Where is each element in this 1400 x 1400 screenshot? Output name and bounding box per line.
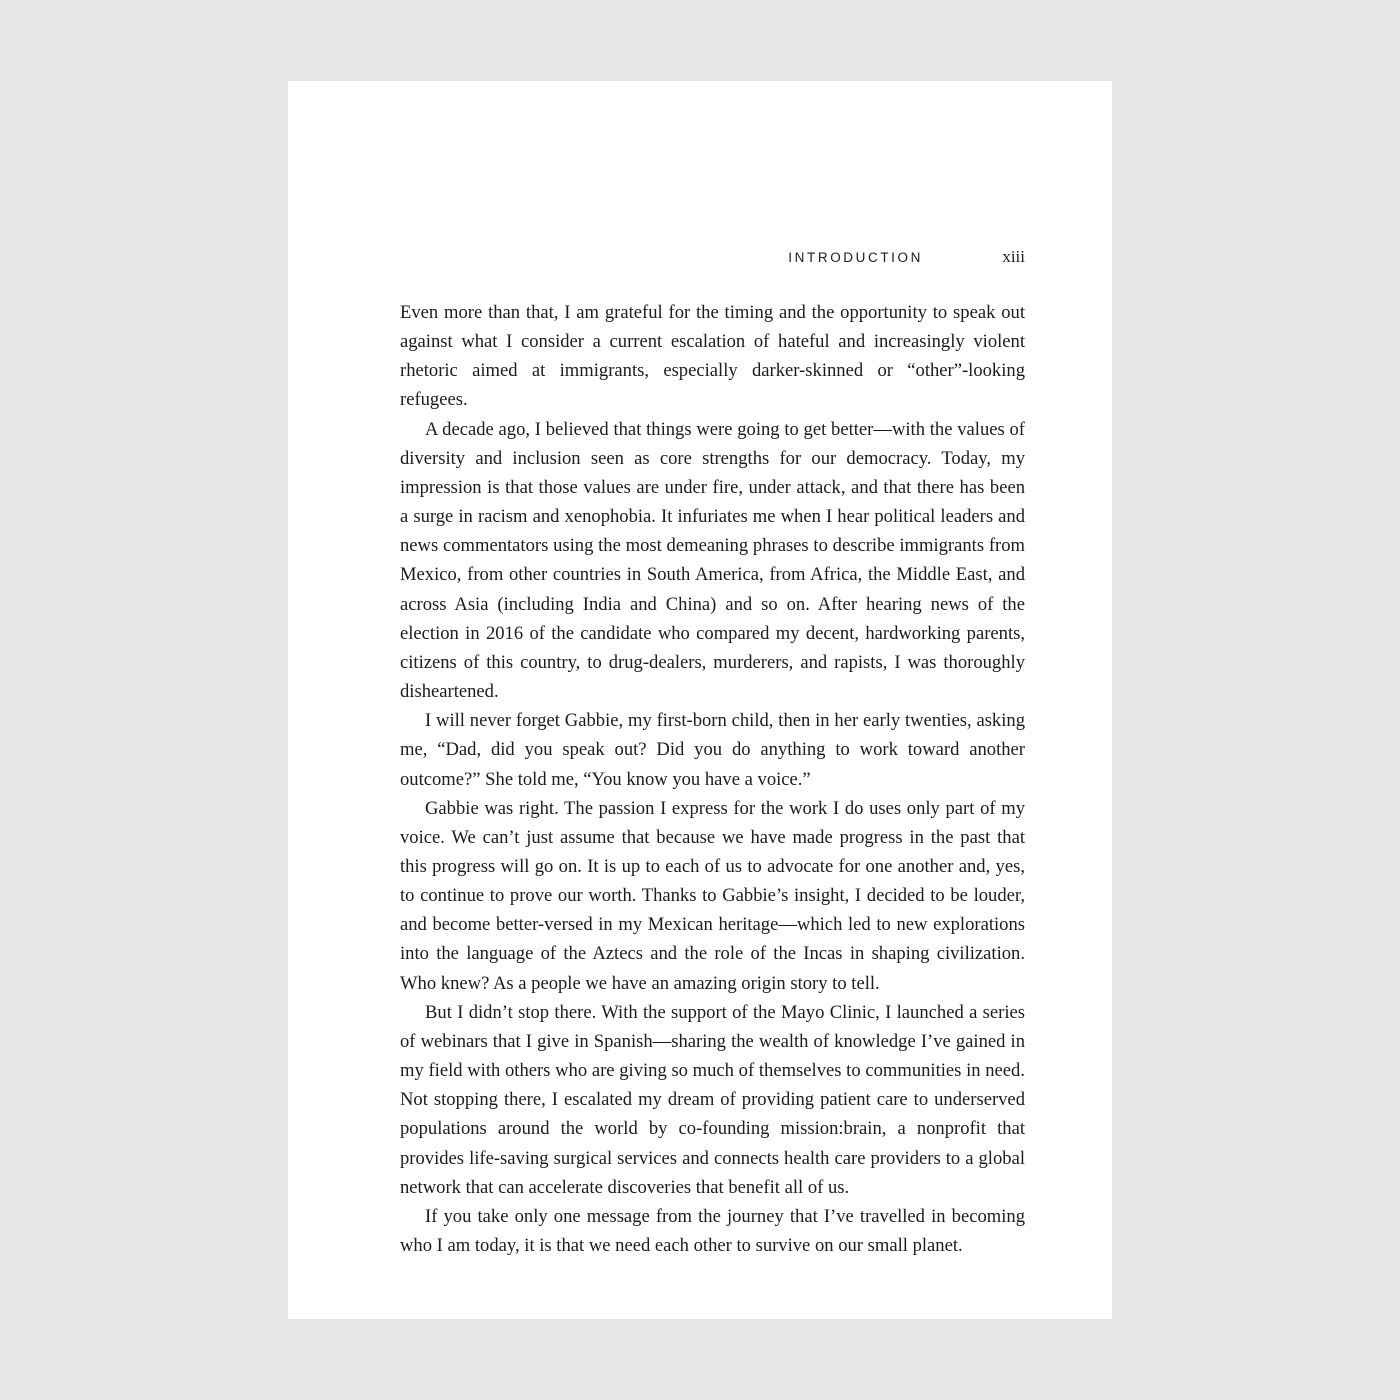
running-title: INTRODUCTION [788,250,923,265]
body-text [400,298,1025,1260]
paragraph: Even more than that, I am grateful for the timing and the opportunity to speak out against what I consider a current escalation of hateful and increasingly violent rhetoric aimed at immigrants, especially darker-skinned or “other”-looking refugees. [400,302,1025,411]
book-page [288,81,1112,1319]
paragraph: If you take only one message from the journey that I’ve travelled in becoming who I am today, it is that we need each other to survive on our small planet. [400,1205,1025,1256]
paragraph: A decade ago, I believed that things were going to get better—with the values of diversity and inclusion seen as core strengths for our democracy. Today, my impression is that those values are under fire, under attack, and that there has been a surge in racism and xenophobia. It infuriates me when I hear political leaders and news commentators using the most demeaning phrases to describe immigrants from Mexico, from other countries in South America, from Africa, the Middle East, and across Asia (including India and China) and so on. After hearing news of the election in 2016 of the candidate who compared my decent, hardworking parents, citizens of this country, to drug-dealers, murderers, and rapists, I was thoroughly disheartened. [400,418,1025,703]
paragraph: I will never forget Gabbie, my first-born child, then in her early twenties, asking me, “Dad, did you speak out? Did you do anything to work toward another outcome?” She told me, “You know you have a voice.” [400,710,1025,790]
paragraph: But I didn’t stop there. With the support of the Mayo Clinic, I launched a series of webinars that I give in Spanish—sharing the wealth of knowledge I’ve gained in my field with others who are giving so much of themselves to communities in need. Not stopping there, I escalated my dream of providing patient care to underserved populations around the world by co-founding mission:brain, a nonprofit that provides life-saving surgical services and connects health care providers to a global network that can accelerate discoveries that benefit all of us. [400,1001,1025,1198]
running-head [400,247,1025,271]
page-number: xiii [1002,247,1025,266]
paragraph: Gabbie was right. The passion I express for the work I do uses only part of my voice. We can’t just assume that because we have made progress in the past that this progress will go on. It is up to each of us to advocate for one another and, yes, to continue to prove our worth. Thanks to Gabbie’s insight, I decided to be louder, and become better-versed in my Mexican heritage—which led to new explorations into the language of the Aztecs and the role of the Incas in shaping civilization. Who knew? As a people we have an amazing origin story to tell. [400,797,1025,994]
